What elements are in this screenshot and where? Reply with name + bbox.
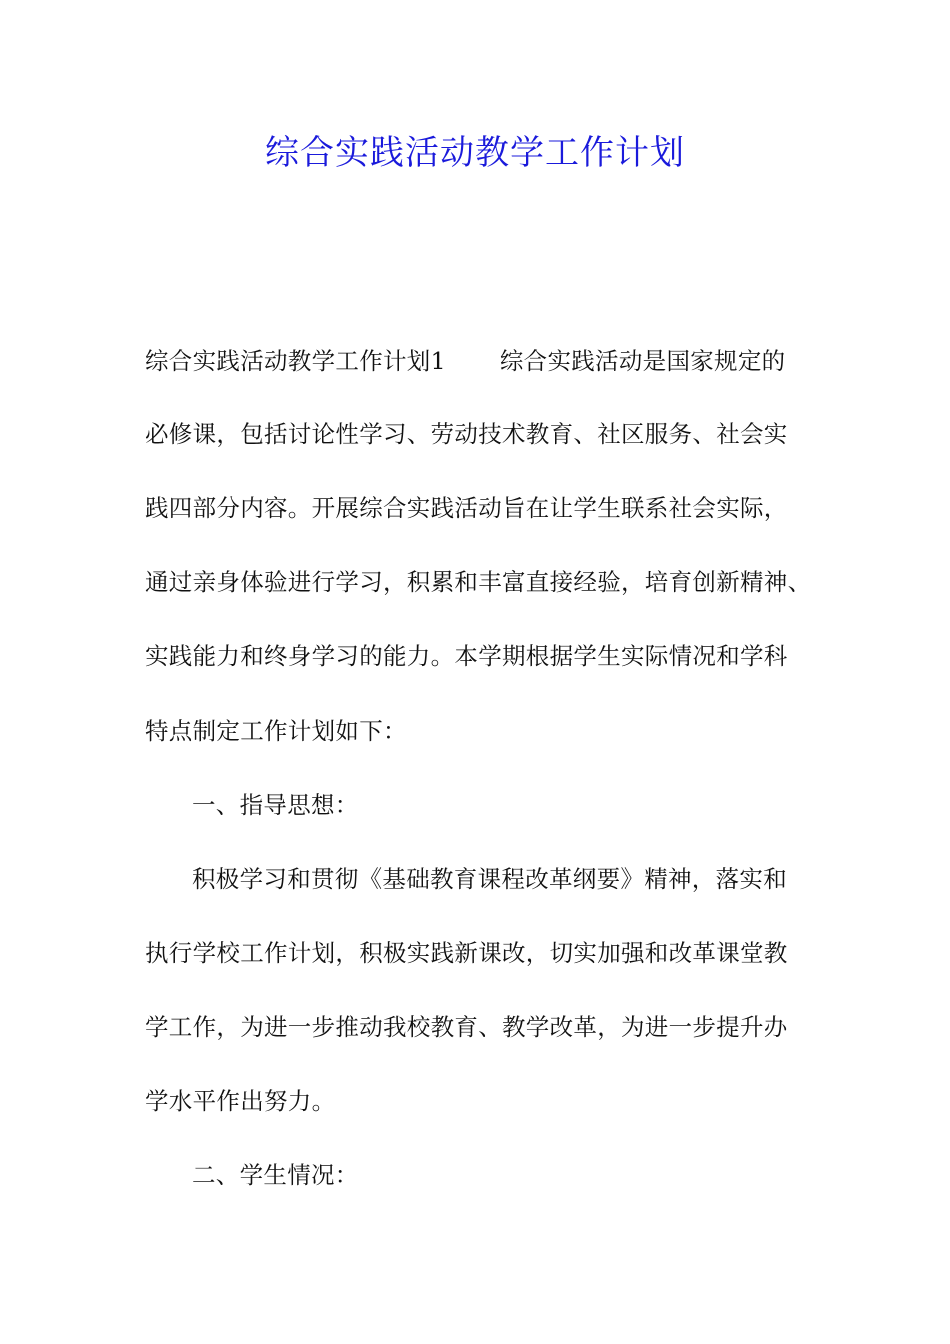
paragraph-line: 必修课，包括讨论性学习、劳动技术教育、社区服务、社会实 (145, 420, 788, 448)
paragraph-line: 学水平作出努力。 (145, 1087, 336, 1115)
plan-heading: 综合实践活动教学工作计划1 (145, 347, 446, 375)
document-title: 综合实践活动教学工作计划 (265, 133, 685, 173)
paragraph-line: 实践能力和终身学习的能力。本学期根据学生实际情况和学科 (145, 642, 788, 670)
paragraph-line: 积极学习和贯彻《基础教育课程改革纲要》精神，落实和 (192, 865, 787, 893)
paragraph-line: 特点制定工作计划如下： (145, 717, 407, 745)
section-heading-student-situation: 二、学生情况： (192, 1161, 359, 1189)
paragraph-line: 学工作，为进一步推动我校教育、教学改革，为进一步提升办 (145, 1013, 788, 1041)
section-heading-guiding-ideology: 一、指导思想： (192, 791, 359, 819)
paragraph-line: 通过亲身体验进行学习，积累和丰富直接经验，培育创新精神、 (145, 568, 812, 596)
paragraph-line: 践四部分内容。开展综合实践活动旨在让学生联系社会实际， (145, 494, 788, 522)
plan-intro-text: 综合实践活动是国家规定的 (499, 347, 786, 375)
paragraph-line: 执行学校工作计划，积极实践新课改，切实加强和改革课堂教 (145, 939, 788, 967)
paragraph-line (145, 343, 785, 379)
